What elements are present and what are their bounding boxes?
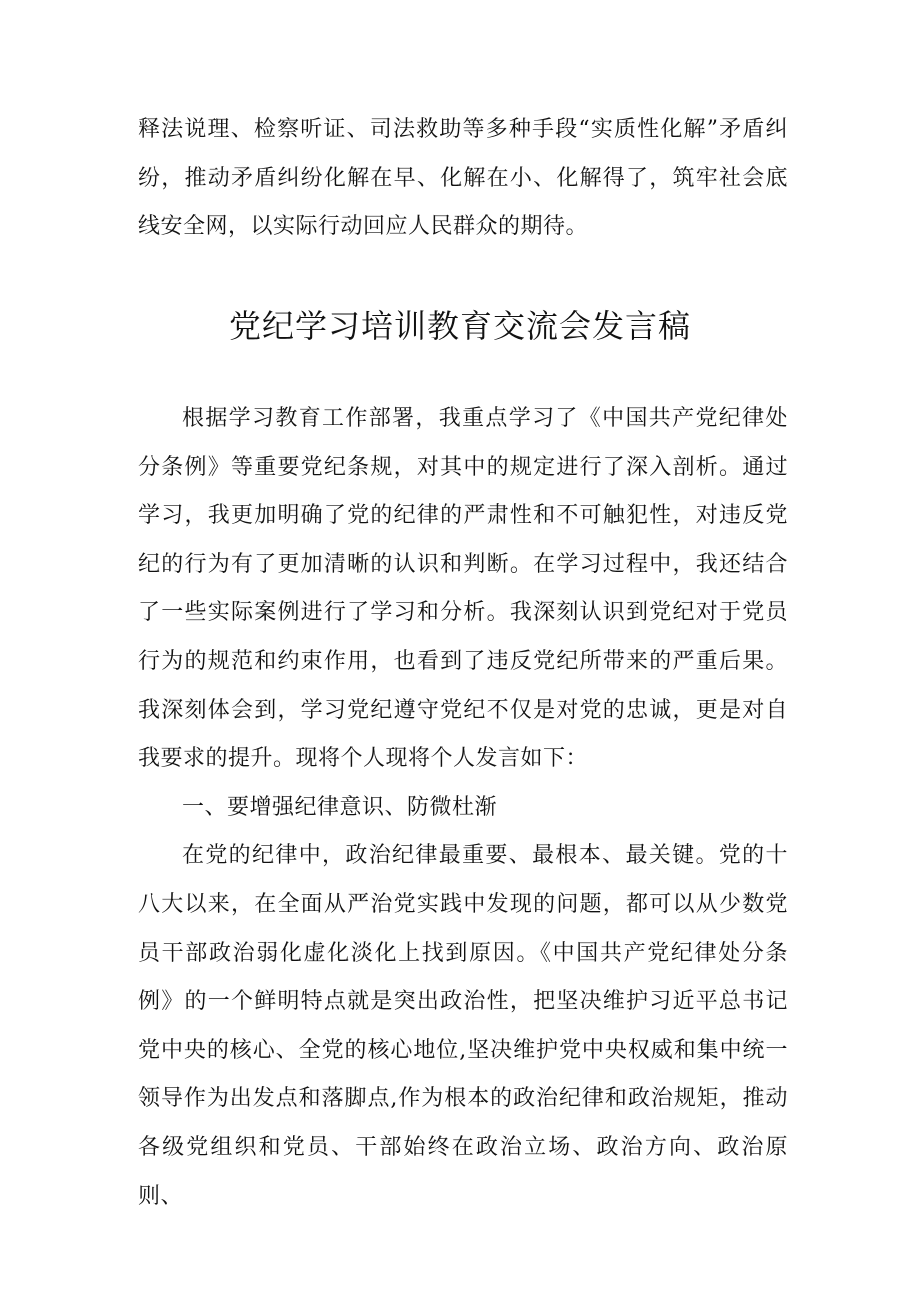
- previous-paragraph: 释法说理、检察听证、司法救助等多种手段“实质性化解”矛盾纠纷，推动矛盾纠纷化解在早、化解在小、化解得了，筑牢社会底线安全网，以实际行动回应人民群众的期待。: [138, 117, 788, 240]
- document-body: [138, 395, 788, 1221]
- section-heading: 一、要增强纪律意识、防微杜渐: [182, 794, 498, 820]
- section-paragraph: 在党的纪律中，政治纪律最重要、最根本、最关键。党的十八大以来，在全面从严治党实践中发现的问题，都可以从少数党员干部政治弱化虚化淡化上找到原因。《中国共产党纪律处分条例》的一个鲜明特点就是突出政治性，把坚决维护习近平总书记党中央的核心、全党的核心地位,坚决维护党中央权威和集中统一领导作为出发点和落脚点,作为根本的政治纪律和政治规矩，推动各级党组织和党员、干部始终在政治立场、政治方向、政治原则、: [138, 843, 788, 1209]
- document-title: 党纪学习培训教育交流会发言稿: [228, 307, 691, 345]
- intro-paragraph: 根据学习教育工作部署，我重点学习了《中国共产党纪律处分条例》等重要党纪条规，对其中的规定进行了深入剖析。通过学习，我更加明确了党的纪律的严肃性和不可触犯性，对违反党纪的行为有了更加清晰的认识和判断。在学习过程中，我还结合了一些实际案例进行了学习和分析。我深刻认识到党纪对于党员行为的规范和约束作用，也看到了违反党纪所带来的严重后果。我深刻体会到，学习党纪遵守党纪不仅是对党的忠诚，更是对自我要求的提升。现将个人现将个人发言如下：: [138, 406, 788, 772]
